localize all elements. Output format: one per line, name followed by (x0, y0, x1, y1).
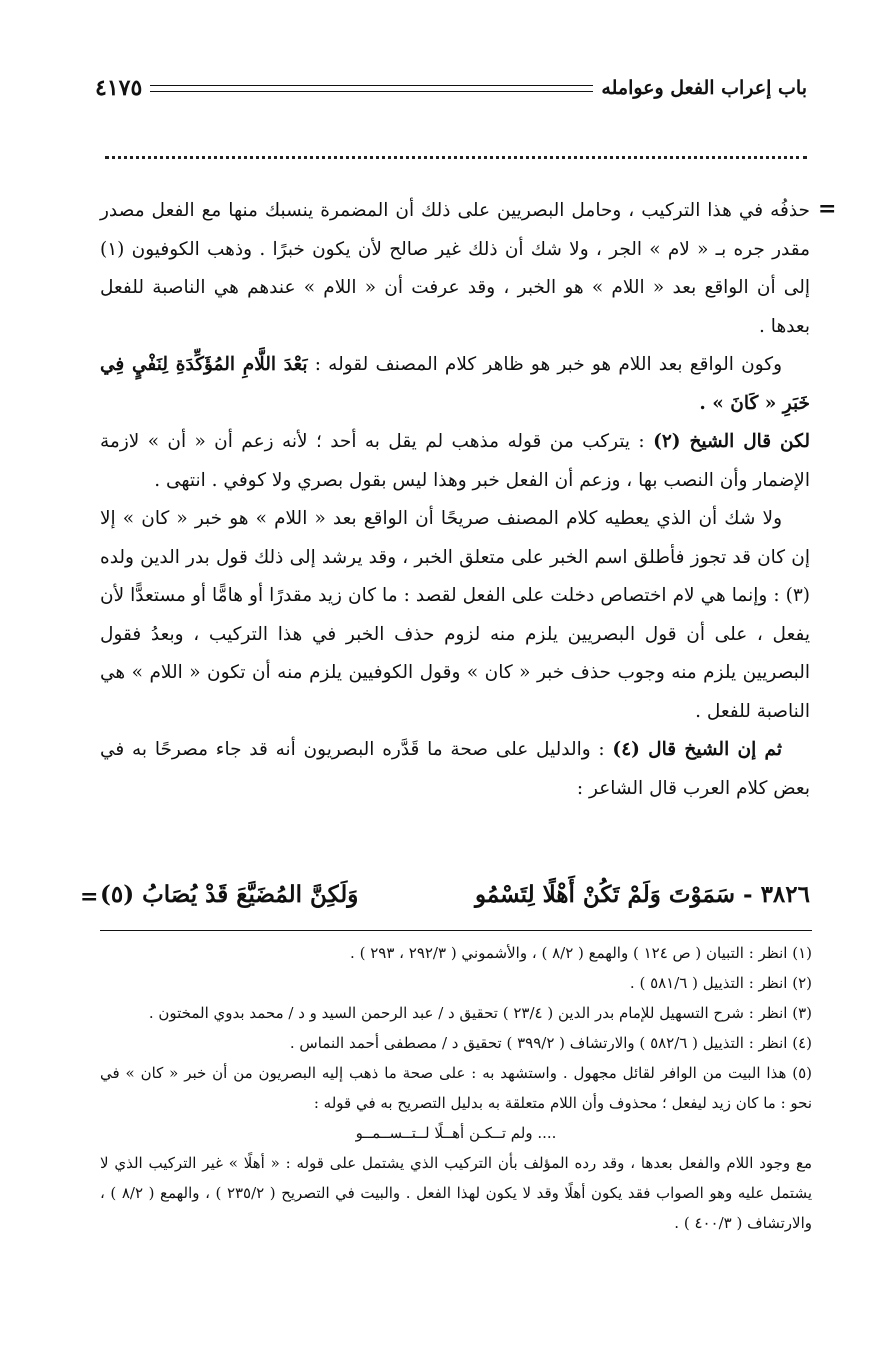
footnotes (100, 938, 812, 1238)
matn-quote: بَعْدَ اللَّامِ المُؤَكِّدَةِ لِنَفْيٍ فِي خَبَرِ « كَانَ » . (100, 354, 810, 414)
chapter-title: باب إعراب الفعل وعوامله (601, 77, 807, 99)
paragraph-3-text: : يتركب من قوله مذهب لم يقل به أحد ؛ لأنه زعم أن « أن » لازمة الإضمار وأن النصب بها ، وزعم أن الفعل خبر وهذا ليس بقول بصري ولا كوفي . انتهى . (100, 431, 810, 491)
paragraph-4: ولا شك أن الذي يعطيه كلام المصنف صريحًا أن الواقع بعد « اللام » هو خبر « كان » إلا إن كان قد تجوز فأطلق اسم الخبر على متعلق الخبر ، وقد يرشد إلى ذلك قول بدر الدين ولده (٣) : وإنما هي لام اختصاص دخلت على الفعل لقصد : ما كان زيد مقدرًا أو هامًّا أو مستعدًّا لأن يفعل ، على أن قول البصريين يلزم منه لزوم حذف الخبر في هذا التركيب ، وبعدُ فقول البصريين يلزم منه وجوب حذف خبر « كان » وقول الكوفيين يلزم منه أن تكون « اللام » هي الناصبة للفعل . (100, 508, 810, 722)
verse-continuation-mark: = (80, 884, 99, 910)
paragraph-5 (100, 731, 810, 808)
dotted-separator (105, 146, 807, 159)
shaykh-quote-lead: لكن قال الشيخ (٢) (653, 431, 810, 452)
verse-first-half (475, 881, 810, 908)
paragraph-2-text: وكون الواقع بعد اللام هو خبر هو ظاهر كلام المصنف لقوله : (314, 354, 783, 375)
footnote-5-verse: .... ولم تــكـن أهــلًا لــتــســمــو (355, 1124, 557, 1142)
paragraph-2 (100, 346, 810, 423)
paragraph-1: حذفُه في هذا التركيب ، وحامل البصريين على ذلك أن المضمرة ينسبك منها مع الفعل مصدر مقدر جره بـ « لام » الجر ، ولا شك أن ذلك غير صالح لأن يكون خبرًا . وذهب الكوفيون (١) إلى أن الواقع بعد « اللام » هو الخبر ، وقد عرفت أن « اللام » عندهم هي الناصبة للفعل بعدها . (100, 200, 810, 337)
header-rule (150, 85, 593, 92)
page-number: ٤١٧٥ (95, 75, 143, 101)
footnote-5-continued: مع وجود اللام والفعل بعدها ، وقد رده المؤلف بأن التركيب الذي يشتمل على قوله : « أهلًا » غير التركيب الذي لا يشتمل عليه وهو الصواب فقد يكون أهلًا وقد لا يكون لهذا الفعل . والبيت في التصريح ( ٢٣٥/٢ ) ، والهمع ( ٨/٢ ) ، والارتشاف ( ٤٠٠/٣ ) . (100, 1154, 812, 1232)
footnote-3: (٣) انظر : شرح التسهيل للإمام بدر الدين ( ٢٣/٤ ) تحقيق د / عبد الرحمن السيد و د / محمد بدوي المختون . (148, 1004, 812, 1022)
paragraph-3 (100, 423, 810, 500)
running-header (95, 70, 807, 106)
shaykh-said-lead: ثم إن الشيخ قال (٤) (612, 739, 782, 760)
paragraph-5-text: : والدليل على صحة ما قَدَّره البصريون أنه قد جاء مصرحًا به في بعض كلام العرب قال الشاعر : (100, 739, 810, 799)
verse-line (100, 872, 810, 916)
footnote-4: (٤) انظر : التذييل ( ٥٨٢/٦ ) والارتشاف ( ٣٩٩/٢ ) تحقيق د / مصطفى أحمد النماس . (289, 1034, 812, 1052)
main-text (100, 192, 810, 808)
footnote-1: (١) انظر : التبيان ( ص ١٢٤ ) والهمع ( ٨/٢ ) ، والأشموني ( ٢٩٢/٣ ، ٢٩٣ ) . (350, 944, 812, 962)
verse-number: ٣٨٢٦ - (743, 880, 810, 908)
footnote-5: (٥) هذا البيت من الوافر لقائل مجهول . واستشهد به : على صحة ما ذهب إليه البصريون من أن خبر « كان » في نحو : ما كان زيد ليفعل ؛ محذوف وأن اللام متعلقة به بدليل التصريح به في قوله : (100, 1064, 812, 1112)
footnote-2: (٢) انظر : التذييل ( ٥٨١/٦ ) . (629, 974, 812, 992)
verse-second-half: وَلَكِنَّ المُضَيَّعَ قَدْ يُصَابُ (٥) (100, 880, 359, 908)
continuation-mark: = (818, 196, 837, 222)
footnote-rule (100, 930, 812, 931)
verse-first-text: سَمَوْتَ وَلَمْ تَكُنْ أَهْلًا لِتَسْمُو (474, 880, 735, 908)
